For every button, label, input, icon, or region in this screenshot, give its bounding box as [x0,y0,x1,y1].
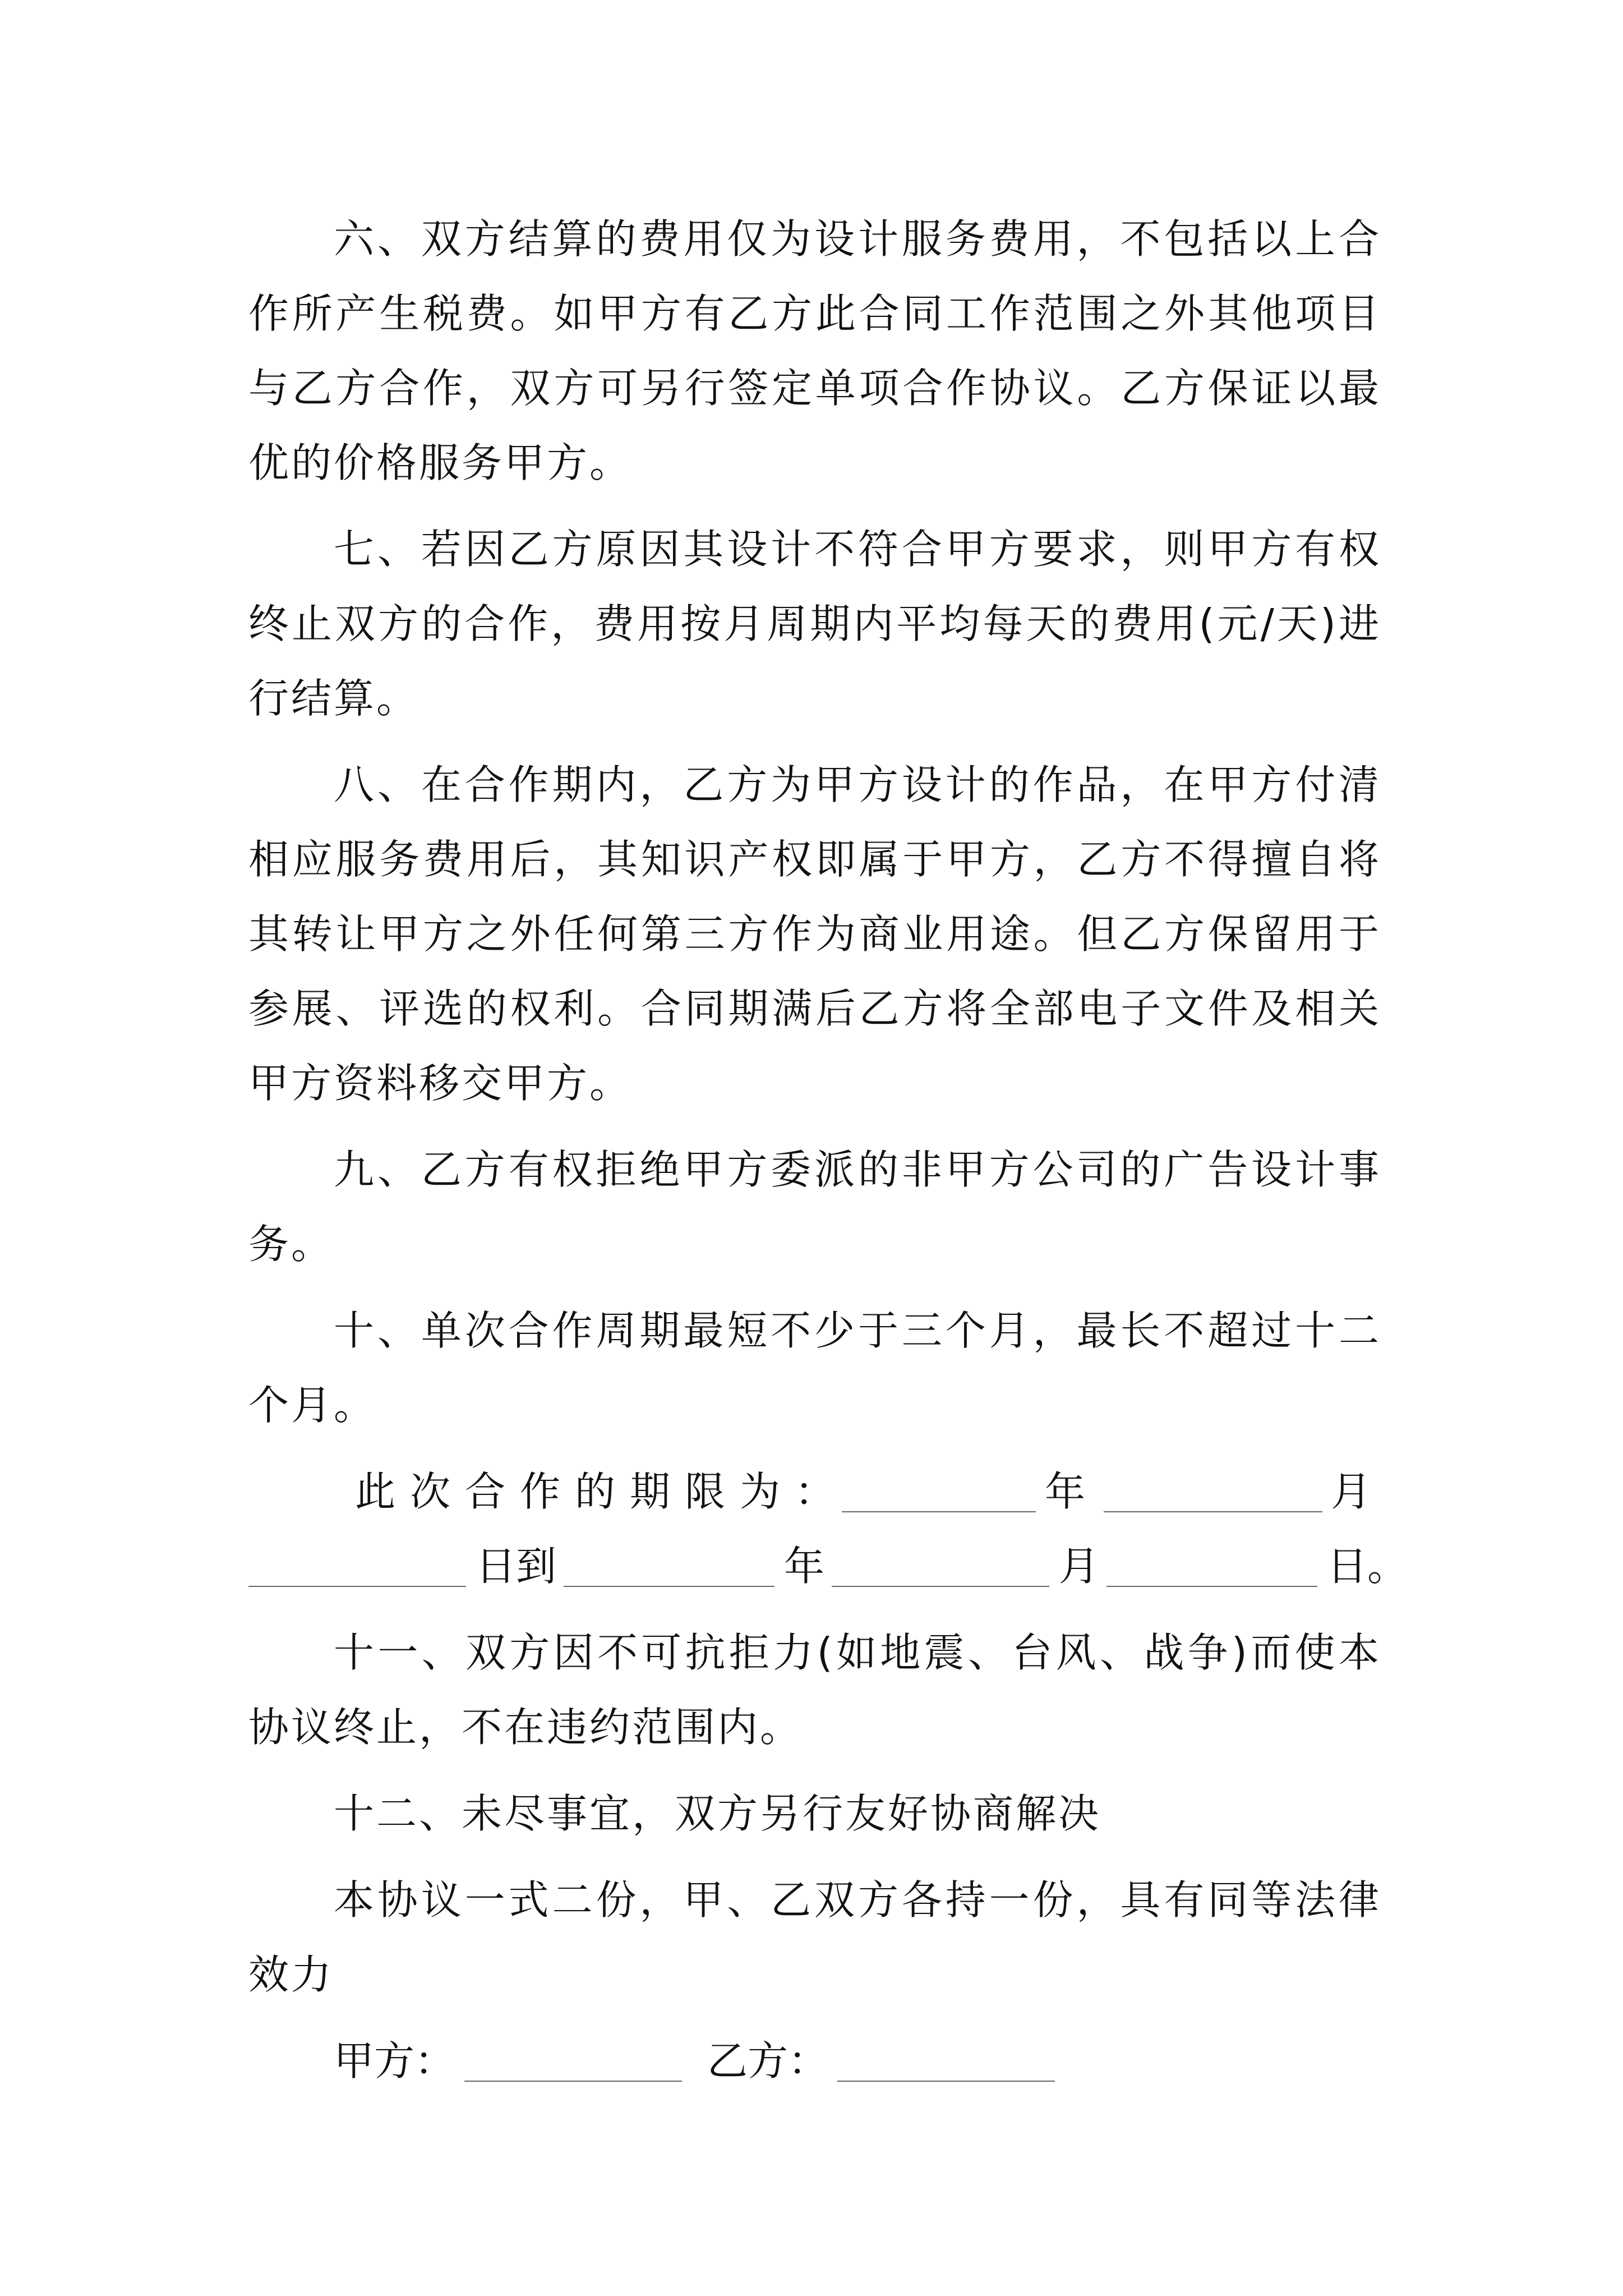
end-month-label: 月 [1059,1543,1100,1590]
start-month-label: 月 [1331,1468,1372,1515]
end-day-label: 日。 [1327,1543,1408,1590]
document-body [248,202,1408,2099]
start-day-blank[interactable] [248,1586,466,1587]
party-b-label: 乙方： [707,2037,829,2085]
start-day-label: 日到 [476,1543,557,1590]
party-a-label: 甲方： [334,2037,455,2085]
clause-7: 七、若因乙方原因其设计不符合甲方要求，则甲方有权终止双方的合作，费用按月周期内平均每天的费用(元/天)进行结算。 [248,526,1381,722]
clause-10: 十、单次合作周期最短不少于三个月，最长不超过十二个月。 [248,1307,1381,1429]
cooperation-term [248,1455,1408,1604]
term-row-1 [248,1455,1381,1529]
term-row-2 [248,1529,1408,1604]
start-year-label: 年 [1045,1468,1086,1515]
end-month-blank[interactable] [832,1586,1049,1587]
start-year-blank[interactable] [842,1511,1036,1512]
signature-row [248,2024,1381,2099]
clause-6: 六、双方结算的费用仅为设计服务费用，不包括以上合作所产生税费。如甲方有乙方此合同工作范围之外其他项目与乙方合作，双方可另行签定单项合作协议。乙方保证以最优的价格服务甲方。 [248,215,1381,486]
end-day-blank[interactable] [1106,1586,1317,1587]
clause-9: 九、乙方有权拒绝甲方委派的非甲方公司的广告设计事务。 [248,1146,1381,1268]
copies-clause: 本协议一式二份，甲、乙双方各持一份，具有同等法律效力 [248,1876,1381,1998]
party-b-signature-blank[interactable] [837,2081,1055,2082]
clause-12: 十二、未尽事宜，双方另行友好协商解决 [334,1790,1101,1837]
start-month-blank[interactable] [1104,1511,1322,1512]
clause-8: 八、在合作期内，乙方为甲方设计的作品，在甲方付清相应服务费用后，其知识产权即属于甲方，乙方不得擅自将其转让甲方之外任何第三方作为商业用途。但乙方保留用于参展、评选的权利。合同期满后乙方将全部电子文件及相关甲方资料移交甲方。 [248,761,1381,1107]
clause-11: 十一、双方因不可抗拒力(如地震、台风、战争)而使本协议终止，不在违约范围内。 [248,1629,1381,1751]
term-label: 此次合作的期限为： [355,1468,850,1515]
party-a-signature-blank[interactable] [464,2081,682,2082]
end-year-blank[interactable] [564,1586,774,1587]
end-year-label: 年 [784,1543,825,1590]
